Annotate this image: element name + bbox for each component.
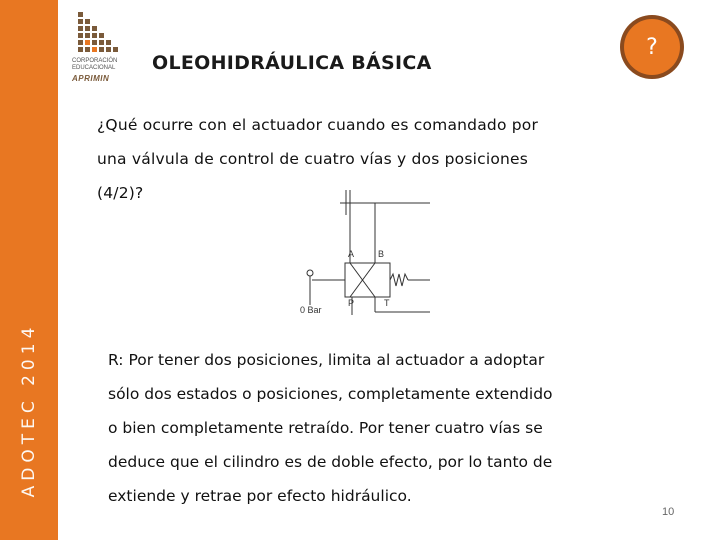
pressure-label: 0 Bar <box>300 305 322 315</box>
port-t-label: T <box>384 298 390 308</box>
logo-name: APRIMIN <box>72 74 110 83</box>
page-number: 10 <box>662 506 675 518</box>
side-accent-bar <box>0 0 58 540</box>
answer-text <box>108 343 678 513</box>
answer-line: R: Por tener dos posiciones, limita al actuador a adoptar <box>108 351 545 369</box>
port-p-label: P <box>348 298 355 308</box>
port-b-label: B <box>378 249 385 259</box>
page-title: OLEOHIDRÁULICA BÁSICA <box>152 52 432 74</box>
answer-line: deduce que el cilindro es de doble efecto, por lo tanto de <box>108 453 553 471</box>
valve-box <box>345 263 390 297</box>
answer-line: o bien completamente retraído. Por tener cuatro vías se <box>108 419 543 437</box>
spring-icon <box>390 274 408 286</box>
logo-line-1: CORPORACIÓN <box>72 58 118 64</box>
port-a-label: A <box>348 249 355 259</box>
sidebar-vertical-text: ADOTEC 2014 <box>19 322 39 498</box>
help-icon: ? <box>624 19 680 75</box>
question-line: una válvula de control de cuatro vías y dos posiciones <box>97 150 529 168</box>
answer-line: extiende y retrae por efecto hidráulico. <box>108 487 412 505</box>
answer-line: sólo dos estados o posiciones, completamente extendido <box>108 385 553 403</box>
question-line: (4/2)? <box>97 184 144 202</box>
gauge-icon <box>307 270 313 276</box>
logo-line-2: EDUCACIONAL <box>72 65 116 71</box>
help-badge[interactable] <box>620 15 684 79</box>
valve-schematic <box>290 185 440 320</box>
question-line: ¿Qué ocurre con el actuador cuando es comandado por <box>97 116 539 134</box>
